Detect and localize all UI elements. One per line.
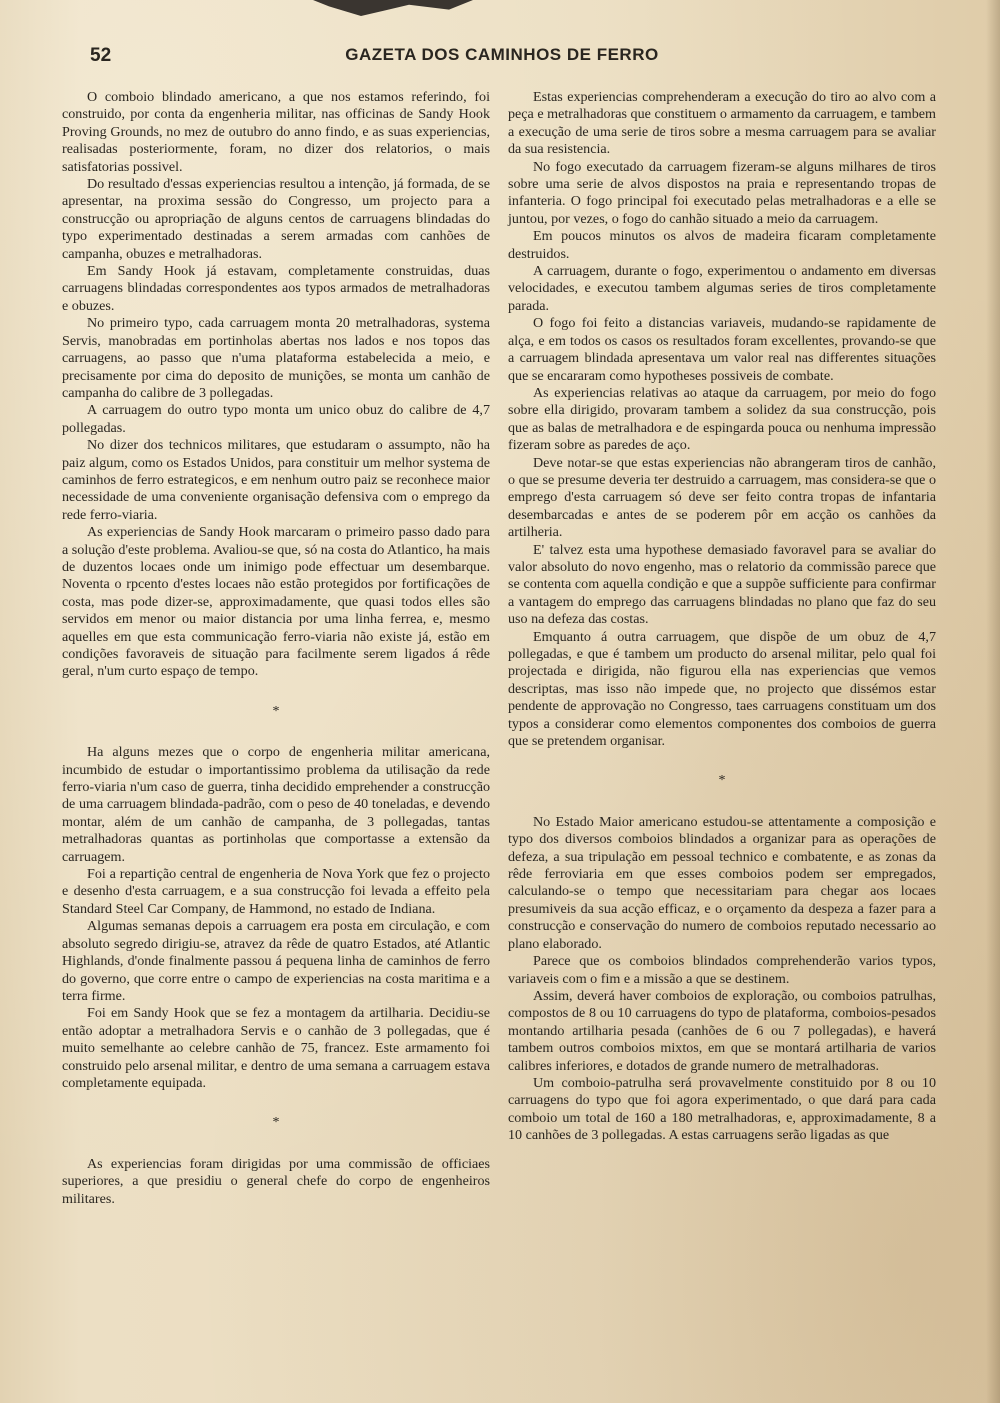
left-column: [62, 89, 490, 1208]
paragraph: No Estado Maior americano estudou-se attentamente a composição e typo dos diversos comboios blindados a organizar para as operações de defeza, a sua tripulação em pessoal technico e combatente, e as zonas da rêde ferroviaria em que esses comboios podem ser empregados, calculando-se o tempo que necessitariam para chegar aos locaes presumiveis da sua acção efficaz, e o orçamento da despeza a fazer para a construcção e conservação do numero de comboios reputado necessario ao plano elaborado.: [508, 813, 936, 952]
paragraph: No primeiro typo, cada carruagem monta 20 metralhadoras, systema Servis, manobradas em portinholas abertas nos lados e nos topos das carruagens, ao passo que n'uma plataforma estabelecida a meio, e precisamente por cima do deposito de munições, se monta um canhão de campanha do calibre de 3 pollegadas.: [62, 315, 490, 401]
paragraph: E' talvez esta uma hypothese demasiado favoravel para se avaliar do valor absoluto do novo engenho, mas o relatorio da commissão parece que se contenta com aquella condição e que a suppõe sufficiente para confirmar a vantagem do emprego das carruagens blindadas no plano que faz do seu uso na defeza das costas.: [508, 541, 936, 628]
paragraph: Em Sandy Hook já estavam, completamente construidas, duas carruagens blindadas correspondentes aos typos armados de metralhadoras e obuzes.: [62, 263, 490, 314]
paragraph: Em poucos minutos os alvos de madeira ficaram completamente destruidos.: [508, 228, 936, 262]
paragraph: Estas experiencias comprehenderam a execução do tiro ao alvo com a peça e metralhadoras que constituem o armamento da carruagem, e tambem a execução de uma serie de tiros sobre a mesma carruagem para se avaliar da sua resistencia.: [508, 89, 936, 158]
section-separator: *: [272, 703, 280, 719]
journal-title: GAZETA DOS CAMINHOS DE FERRO: [345, 45, 659, 64]
paragraph: Foi em Sandy Hook que se fez a montagem da artilharia. Decidiu-se então adoptar a metralhadora Servis e o canhão de 3 pollegadas, que é muito semelhante ao celebre canhão de 75, francez. Este armamento foi construido pelo arsenal militar, e dentro de uma semana a carruagem estava completamente equipada.: [62, 1005, 490, 1091]
paragraph: Do resultado d'essas experiencias resultou a intenção, já formada, de se apresentar, na proxima sessão do Congresso, um projecto para a construcção ou apropriação de alguns centos de carruagens blindadas do typo experimentado destinadas a serem armadas com canhões de campanha, obuzes e metralhadoras.: [62, 176, 490, 262]
paragraph: Foi a repartição central de engenheria de Nova York que fez o projecto e desenho d'esta carruagem, e a sua construcção foi levada a effeito pela Standard Steel Car Company, de Hammond, no estado de Indiana.: [62, 866, 490, 917]
paragraph: No dizer dos technicos militares, que estudaram o assumpto, não ha paiz algum, como os Estados Unidos, para constituir um melhor systema de caminhos de ferro estrategicos, e em nenhum outro paiz se reconhece maior necessidade de uma conveniente organisação defensiva com o emprego da rede ferro-viaria.: [62, 437, 490, 523]
paragraph: As experiencias foram dirigidas por uma commissão de officiaes superiores, a que presidiu o general chefe do corpo de engenheiros militares.: [62, 1155, 490, 1207]
paragraph: As experiencias relativas ao ataque da carruagem, por meio do fogo sobre ella dirigido, provaram tambem a solidez da sua construcção, pois que as balas de metralhadora e de espingarda pouca ou nenhuma impressão fizeram sobre as paredes de aço.: [508, 384, 936, 454]
section-separator: *: [718, 773, 726, 789]
torn-paper-edge: [313, 0, 473, 16]
paragraph: Algumas semanas depois a carruagem era posta em circulação, e com absoluto segredo dirigiu-se, atravez da rêde de quatro Estados, até Atlantic Highlands, d'onde finalmente passou á pequena linha de caminhos de ferro do governo, que corre entre o campo de experiencias na costa maritima e a terra firme.: [62, 918, 490, 1004]
paragraph: As experiencias de Sandy Hook marcaram o primeiro passo dado para a solução d'este problema. Avaliou-se que, só na costa do Atlantico, ha mais de duzentos locaes onde um inimigo pode effectuar um desembarque. Noventa o rpcento d'estes locaes não estão protegidos por fortificações de costa, mas pode dizer-se, approximadamente, que quasi todos elles são servidos em menor ou maior distancia por uma linha ferrea, e, mesmo aquelles em que esta communicação ferro-viaria não existe já, estão em condições favoraveis de situação para facilmente serem ligados á rêde geral, n'um curto espaço de tempo.: [62, 524, 490, 680]
paragraph: O fogo foi feito a distancias variaveis, mudando-se rapidamente de alça, e em todos os casos os resultados foram excellentes, provando-se que a carruagem blindada apresentava um valor real nas differentes situações que se encararam como hypotheses possiveis de combate.: [508, 315, 936, 384]
paragraph: A carruagem, durante o fogo, experimentou o andamento em diversas velocidades, e executou tambem algumas series de tiros completamente parada.: [508, 263, 936, 314]
paragraph: Deve notar-se que estas experiencias não abrangeram tiros de canhão, o que se presume deveria ter destruido a carruagem, mas considera-se que o emprego d'esta carruagem só deve ser feito contra tropas de infantaria desembarcadas e antes de se poderem pôr em acção os canhões da artilheria.: [508, 454, 936, 541]
section-separator: *: [272, 1115, 280, 1131]
paragraph: A carruagem do outro typo monta um unico obuz do calibre de 4,7 pollegadas.: [62, 402, 490, 436]
paragraph: Um comboio-patrulha será provavelmente constituido por 8 ou 10 carruagens do typo que foi agora experimentado, o que dará para cada comboio um total de 160 a 180 metralhadoras, e, approximadamente, 8 a 10 canhões de 3 pollegadas. A estas carruagens serão ligadas as que: [508, 1074, 936, 1144]
right-column: [508, 89, 936, 1145]
paper-edge-shadow: [986, 0, 1000, 1403]
paragraph: Assim, deverá haver comboios de exploração, ou comboios patrulhas, compostos de 8 ou 10 carruagens do typo de plataforma, comboios-pesados montando artilharia pesada (canhões de 6 ou 7 pollegadas), e haverá tambem outros comboios mixtos, em que se montará artilharia de varios calibres inferiores, e dotados de grande numero de metralhadoras.: [508, 987, 936, 1074]
paragraph: Ha alguns mezes que o corpo de engenheria militar americana, incumbido de estudar o importantissimo problema da utilisação da rede ferro-viaria n'um caso de guerra, tinha decidido emprehender a construcção de uma carruagem blindada-padrão, com o peso de 40 toneladas, e devendo montar, além de um canhão de campanha, de 3 pollegadas, tantas metralhadoras quantas as portinholas que comportasse a extensão da carruagem.: [62, 744, 490, 865]
page-number: 52: [90, 45, 112, 66]
paragraph: Parece que os comboios blindados comprehenderão varios typos, variaveis com o fim e a missão a que se destinem.: [508, 953, 936, 987]
paragraph: Emquanto á outra carruagem, que dispõe de um obuz de 4,7 pollegadas, e que é tambem um producto do arsenal militar, pelo qual foi projectada e dirigida, não figurou ella nas experiencias que vemos descriptas, mas isso não impede que, no projecto que dissémos estar pendente de approvação no Congresso, taes carruagens constituam um dos typos a considerar como elementos componentes dos comboios de guerra que se pretendem organisar.: [508, 628, 936, 750]
paragraph: O comboio blindado americano, a que nos estamos referindo, foi construido, por conta da engenheria militar, nas officinas de Sandy Hook Proving Grounds, no mez de outubro do anno findo, e as suas experiencias, realisadas posteriormente, foram, no dizer dos relatorios, o mais satisfatorias possivel.: [62, 89, 490, 175]
paragraph: No fogo executado da carruagem fizeram-se alguns milhares de tiros sobre uma serie de alvos dispostos na praia e representando tropas de infanteria. O fogo principal foi executado pelas metralhadoras e a elle se juntou, por vezes, o fogo do canhão situado a meio da carruagem.: [508, 158, 936, 227]
page-header: [62, 45, 942, 73]
